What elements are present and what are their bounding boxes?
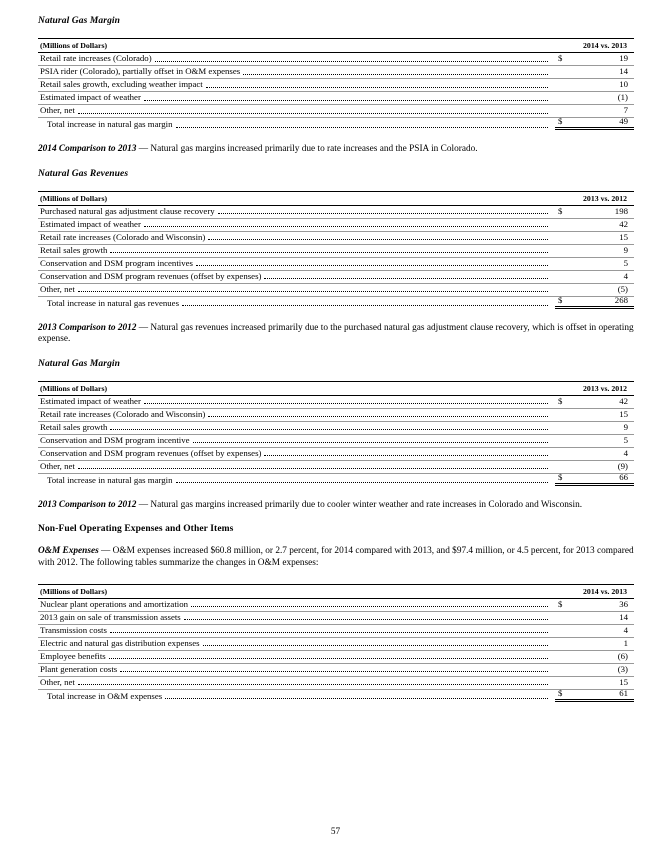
row-value: 15 — [619, 408, 628, 419]
currency-symbol: $ — [558, 395, 563, 406]
dot-leader — [208, 239, 548, 240]
dot-leader — [264, 278, 548, 279]
row-label: Retail sales growth, excluding weather impact — [40, 79, 203, 89]
row-label: Electric and natural gas distribution expenses — [40, 637, 200, 648]
dot-leader — [144, 100, 548, 101]
row-value-cell — [555, 219, 634, 230]
currency-symbol: $ — [558, 598, 563, 609]
page-number: 57 — [330, 827, 341, 837]
dot-leader — [264, 455, 548, 456]
section-heading: Non-Fuel Operating Expenses and Other Items — [38, 524, 234, 535]
row-value: 4 — [623, 270, 628, 281]
row-value-cell — [555, 258, 634, 269]
currency-symbol: $ — [558, 205, 563, 216]
row-value-cell — [555, 599, 634, 610]
row-value-cell — [555, 422, 634, 433]
dot-leader — [78, 684, 548, 685]
row-value-cell — [555, 232, 634, 243]
table-row — [38, 612, 634, 625]
row-value-cell — [555, 271, 634, 282]
dot-leader — [78, 113, 548, 114]
row-value: 14 — [619, 611, 628, 622]
column-header-label: (Millions of Dollars) — [40, 193, 108, 203]
row-label: Retail sales growth — [40, 421, 108, 432]
row-value: (6) — [617, 650, 628, 661]
paragraph-lead-in: O&M Expenses — [38, 546, 99, 557]
row-label: Purchased natural gas adjustment clause recovery — [40, 205, 215, 216]
table-row — [38, 625, 634, 638]
row-label: Total increase in natural gas revenues — [47, 297, 180, 308]
table-row — [38, 245, 634, 258]
row-value: 5 — [623, 434, 628, 445]
comparison-paragraph — [38, 144, 634, 156]
row-value-cell — [555, 448, 634, 459]
table-total-row — [38, 118, 634, 131]
row-value-cell — [555, 245, 634, 256]
row-label: Conservation and DSM program incentives — [40, 257, 193, 268]
dot-leader — [78, 468, 548, 469]
row-value-cell — [555, 53, 634, 64]
row-label: Total increase in natural gas margin — [47, 119, 173, 129]
row-label: Other, net — [40, 460, 75, 471]
dot-leader — [78, 291, 548, 292]
row-label: Plant generation costs — [40, 663, 118, 674]
paragraph-text: — Natural gas margins increased primarily due to rate increases and the PSIA in Colorado. — [138, 144, 478, 154]
comparison-paragraph — [38, 500, 634, 512]
row-value: 61 — [619, 687, 628, 698]
table-row — [38, 599, 634, 612]
row-label: Estimated impact of weather — [40, 218, 141, 229]
row-label: PSIA rider (Colorado), partially offset in O&M expenses — [40, 66, 241, 76]
row-value: 42 — [619, 395, 628, 406]
row-label: Estimated impact of weather — [40, 395, 141, 406]
dot-leader — [208, 416, 548, 417]
row-label: Transmission costs — [40, 624, 107, 635]
currency-symbol: $ — [558, 471, 563, 482]
row-value: 15 — [619, 231, 628, 242]
dot-leader — [120, 671, 548, 672]
dot-leader — [191, 606, 548, 607]
row-value: 66 — [619, 471, 628, 482]
row-value-cell — [555, 79, 634, 90]
row-value-cell — [555, 92, 634, 103]
column-header-label: (Millions of Dollars) — [40, 586, 108, 596]
dot-leader — [196, 265, 548, 266]
table-row — [38, 664, 634, 677]
financial-table — [38, 38, 634, 131]
section-natural-gas-margin-2014 — [38, 16, 634, 156]
paragraph-text: — Natural gas revenues increased primarily due to the purchased natural gas adjustment clause recovery, which is offset in operating expense. — [38, 322, 634, 345]
row-label: Retail sales growth — [40, 244, 108, 255]
table-header-row — [38, 584, 634, 599]
row-value-cell — [555, 284, 634, 295]
table-row — [38, 461, 634, 474]
table-total-row — [38, 471, 634, 487]
row-value: (5) — [617, 283, 628, 294]
row-value-cell — [555, 435, 634, 446]
row-value: 36 — [619, 598, 628, 609]
dot-leader — [110, 632, 548, 633]
row-label: Employee benefits — [40, 650, 106, 661]
table-body — [38, 599, 634, 703]
row-label: Conservation and DSM program incentive — [40, 434, 190, 445]
financial-table — [38, 191, 634, 310]
paragraph-lead-in: 2014 Comparison to 2013 — [38, 144, 137, 154]
dot-leader — [243, 74, 548, 75]
row-value-cell — [555, 612, 634, 623]
dot-leader — [155, 61, 548, 62]
dot-leader — [184, 619, 548, 620]
row-value-cell — [555, 118, 634, 130]
section-natural-gas-revenues — [38, 169, 634, 346]
row-value: 10 — [619, 79, 628, 89]
row-value: (3) — [617, 663, 628, 674]
row-value: (1) — [617, 92, 628, 102]
paragraph-lead-in: 2013 Comparison to 2012 — [38, 322, 137, 333]
table-row — [38, 66, 634, 79]
table-header-row — [38, 191, 634, 206]
section-heading: Natural Gas Revenues — [38, 168, 129, 179]
table-row — [38, 105, 634, 118]
table-row — [38, 651, 634, 664]
table-row — [38, 271, 634, 284]
table-row — [38, 92, 634, 105]
table-row — [38, 219, 634, 232]
row-value: 19 — [619, 53, 628, 63]
column-header-period: 2013 vs. 2012 — [583, 193, 627, 203]
paragraph-text: — O&M expenses increased $60.8 million, or 2.7 percent, for 2014 compared with 2013, and $97.4 million, or 4.5 percent, for 2013 compared with 2012. The following tables summarize the changes in O&M expenses: — [38, 546, 634, 568]
section-natural-gas-margin-2013 — [38, 359, 634, 512]
table-body — [38, 206, 634, 310]
currency-symbol: $ — [558, 53, 563, 63]
column-header-period: 2013 vs. 2012 — [583, 383, 627, 393]
dot-leader — [182, 305, 548, 306]
dot-leader — [109, 658, 548, 659]
financial-table — [38, 381, 634, 487]
dot-leader — [193, 442, 548, 443]
section-heading: Natural Gas Margin — [38, 16, 121, 26]
currency-symbol: $ — [558, 687, 563, 698]
row-value-cell — [555, 677, 634, 688]
dot-leader — [176, 127, 548, 128]
row-value-cell — [555, 625, 634, 636]
paragraph-text: — Natural gas margins increased primarily due to cooler winter weather and rate increases in Colorado and Wisconsin. — [138, 499, 583, 510]
row-label: Retail rate increases (Colorado) — [40, 53, 152, 63]
table-row — [38, 206, 634, 219]
table-row — [38, 232, 634, 245]
row-value: 4 — [623, 624, 628, 635]
row-value-cell — [555, 206, 634, 217]
row-value-cell — [555, 66, 634, 77]
row-label: Other, net — [40, 105, 75, 115]
row-value: 1 — [623, 637, 628, 648]
row-value: 42 — [619, 218, 628, 229]
dot-leader — [165, 698, 548, 699]
row-value-cell — [555, 687, 634, 702]
table-total-row — [38, 294, 634, 310]
table-row — [38, 284, 634, 297]
row-value: 9 — [623, 421, 628, 432]
row-label: Nuclear plant operations and amortization — [40, 598, 189, 609]
row-value-cell — [555, 471, 634, 486]
row-value-cell — [555, 638, 634, 649]
row-value: 198 — [614, 205, 628, 216]
table-row — [38, 79, 634, 92]
dot-leader — [218, 213, 548, 214]
table-row — [38, 422, 634, 435]
dot-leader — [144, 226, 548, 227]
row-label: Estimated impact of weather — [40, 92, 141, 102]
table-row — [38, 677, 634, 690]
row-label: Other, net — [40, 676, 75, 687]
row-value-cell — [555, 461, 634, 472]
column-header-label: (Millions of Dollars) — [40, 383, 108, 393]
dot-leader — [144, 403, 548, 404]
om-expenses-paragraph — [38, 546, 634, 569]
row-value: 268 — [614, 294, 628, 305]
table-row — [38, 409, 634, 422]
table-row — [38, 448, 634, 461]
row-value-cell — [555, 664, 634, 675]
row-value-cell — [555, 409, 634, 420]
section-heading: Natural Gas Margin — [38, 358, 121, 369]
row-value-cell — [555, 396, 634, 407]
table-row — [38, 638, 634, 651]
currency-symbol: $ — [558, 116, 563, 126]
row-label: 2013 gain on sale of transmission assets — [40, 611, 181, 622]
table-total-row — [38, 687, 634, 703]
dot-leader — [176, 482, 548, 483]
row-value-cell — [555, 651, 634, 662]
dot-leader — [206, 87, 548, 88]
row-value-cell — [555, 294, 634, 309]
row-label: Retail rate increases (Colorado and Wisconsin) — [40, 231, 206, 242]
table-row — [38, 53, 634, 66]
table-body — [38, 53, 634, 131]
financial-table — [38, 584, 634, 703]
dot-leader — [110, 429, 548, 430]
column-header-label: (Millions of Dollars) — [40, 41, 108, 50]
table-header-row — [38, 381, 634, 396]
column-header-period: 2014 vs. 2013 — [583, 41, 627, 50]
table-body — [38, 396, 634, 487]
table-header-row — [38, 38, 634, 53]
dot-leader — [203, 645, 548, 646]
row-label: Retail rate increases (Colorado and Wisconsin) — [40, 408, 206, 419]
row-value: 49 — [619, 116, 628, 126]
column-header-period: 2014 vs. 2013 — [583, 586, 627, 596]
section-non-fuel-operating-expenses — [38, 524, 634, 702]
table-row — [38, 258, 634, 271]
row-value: 4 — [623, 447, 628, 458]
comparison-paragraph — [38, 323, 634, 346]
row-label: Conservation and DSM program revenues (offset by expenses) — [40, 447, 262, 458]
row-label: Other, net — [40, 283, 75, 294]
row-value: (9) — [617, 460, 628, 471]
table-row — [38, 396, 634, 409]
paragraph-lead-in: 2013 Comparison to 2012 — [38, 499, 137, 510]
currency-symbol: $ — [558, 294, 563, 305]
table-row — [38, 435, 634, 448]
row-value: 9 — [623, 244, 628, 255]
row-value: 14 — [619, 66, 628, 76]
row-value-cell — [555, 105, 634, 116]
dot-leader — [110, 252, 548, 253]
row-value: 15 — [619, 676, 628, 687]
row-value: 7 — [623, 105, 628, 115]
row-label: Total increase in natural gas margin — [47, 474, 173, 485]
row-label: Conservation and DSM program revenues (offset by expenses) — [40, 270, 262, 281]
row-label: Total increase in O&M expenses — [47, 690, 163, 701]
row-value: 5 — [623, 257, 628, 268]
